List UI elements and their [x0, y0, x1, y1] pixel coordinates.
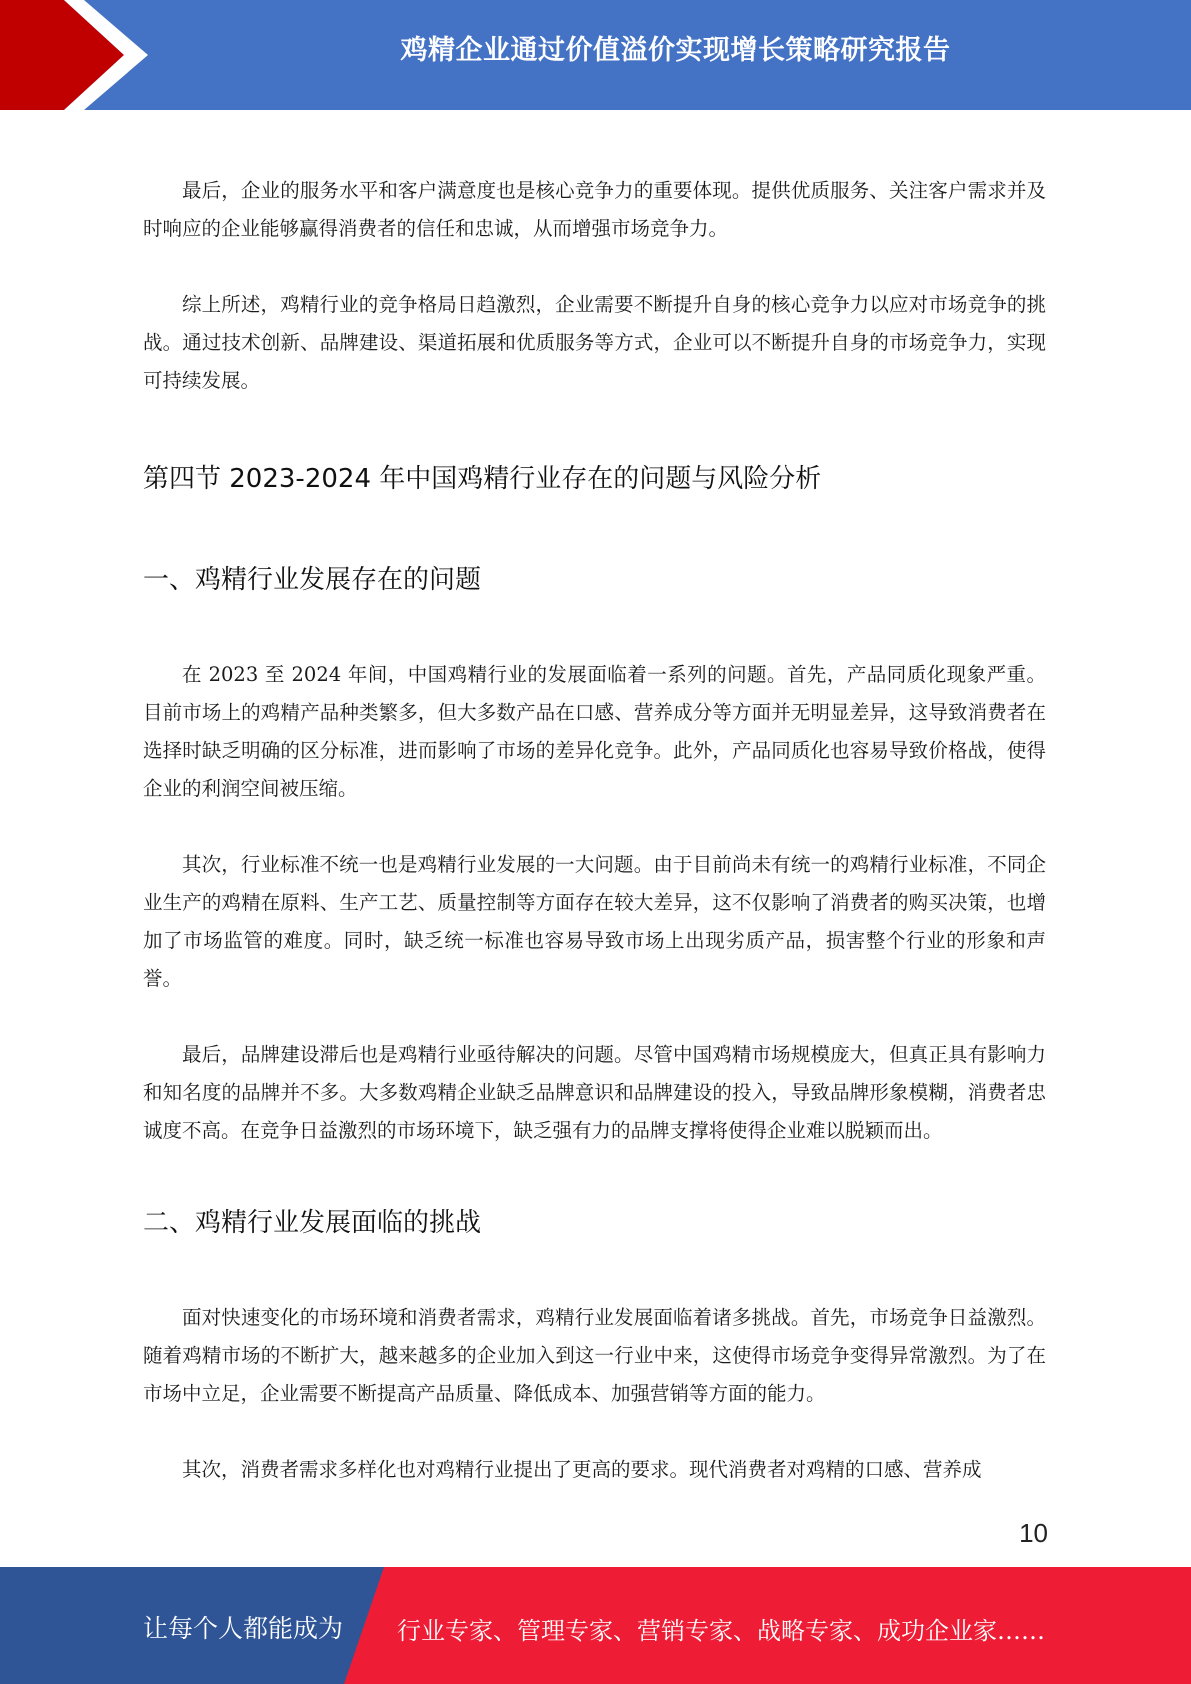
paragraph: 其次，消费者需求多样化也对鸡精行业提出了更高的要求。现代消费者对鸡精的口感、营养成 — [182, 1458, 982, 1481]
paragraph: 其次，行业标准不统一也是鸡精行业发展的一大问题。由于目前尚未有统一的鸡精行业标准，不同企业生产的鸡精在原料、生产工艺、质量控制等方面存在较大差异，这不仅影响了消费者的购买决策，也增加了市场监管的难度。同时，缺乏统一标准也容易导致市场上出现劣质产品，损害整个行业的形象和声誉。 — [143, 853, 1046, 990]
subsection-title: 一、鸡精行业发展存在的问题 — [143, 565, 482, 595]
paragraph: 在 2023 至 2024 年间，中国鸡精行业的发展面临着一系列的问题。首先，产品同质化现象严重。目前市场上的鸡精产品种类繁多，但大多数产品在口感、营养成分等方面并无明显差异，这导致消费者在选择时缺乏明确的区分标准，进而影响了市场的差异化竞争。此外，产品同质化也容易导致价格战，使得企业的利润空间被压缩。 — [143, 663, 1046, 800]
page-number: 10 — [1019, 1518, 1048, 1548]
subsection-title: 二、鸡精行业发展面临的挑战 — [143, 1208, 482, 1238]
page-content — [143, 172, 1046, 1489]
section-title: 第四节 2023-2024 年中国鸡精行业存在的问题与风险分析 — [143, 464, 822, 494]
paragraph: 面对快速变化的市场环境和消费者需求，鸡精行业发展面临着诸多挑战。首先，市场竞争日益激烈。随着鸡精市场的不断扩大，越来越多的企业加入到这一行业中来，这使得市场竞争变得异常激烈。为了在市场中立足，企业需要不断提高产品质量、降低成本、加强营销等方面的能力。 — [143, 1306, 1046, 1405]
paragraph: 综上所述，鸡精行业的竞争格局日趋激烈，企业需要不断提升自身的核心竞争力以应对市场竞争的挑战。通过技术创新、品牌建设、渠道拓展和优质服务等方式，企业可以不断提升自身的市场竞争力，实现可持续发展。 — [143, 293, 1046, 392]
footer-slogan-right: 行业专家、管理专家、营销专家、战略专家、成功企业家…… — [397, 1617, 1045, 1645]
header-title: 鸡精企业通过价值溢价实现增长策略研究报告 — [400, 35, 951, 66]
paragraph: 最后，品牌建设滞后也是鸡精行业亟待解决的问题。尽管中国鸡精市场规模庞大，但真正具有影响力和知名度的品牌并不多。大多数鸡精企业缺乏品牌意识和品牌建设的投入，导致品牌形象模糊，消费者忠诚度不高。在竞争日益激烈的市场环境下，缺乏强有力的品牌支撑将使得企业难以脱颖而出。 — [143, 1043, 1046, 1142]
page-footer — [0, 1567, 1191, 1684]
page-header — [0, 0, 1191, 110]
paragraph: 最后，企业的服务水平和客户满意度也是核心竞争力的重要体现。提供优质服务、关注客户需求并及时响应的企业能够赢得消费者的信任和忠诚，从而增强市场竞争力。 — [143, 179, 1046, 240]
footer-slogan-left: 让每个人都能成为 — [143, 1614, 344, 1643]
header-red-arrow-shape — [0, 0, 160, 110]
